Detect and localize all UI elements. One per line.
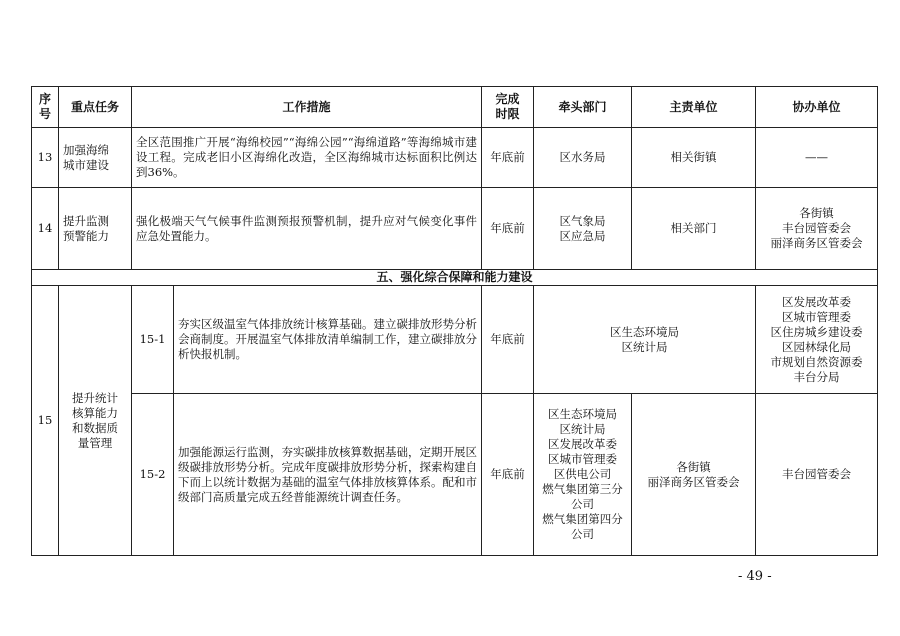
section-title: 五、强化综合保障和能力建设 bbox=[32, 270, 878, 286]
row-task: 提升监测 预警能力 bbox=[59, 188, 132, 270]
header-deadline: 完成 时限 bbox=[482, 87, 534, 128]
table-row bbox=[32, 128, 878, 188]
row-no: 15 bbox=[32, 286, 59, 556]
row-deadline: 年底前 bbox=[482, 128, 534, 188]
row-deadline: 年底前 bbox=[482, 394, 534, 556]
table-row bbox=[32, 188, 878, 270]
row-responsible: 相关街镇 bbox=[632, 128, 756, 188]
row-measure: 强化极端天气气候事件监测预报预警机制，提升应对气候变化事件应急处置能力。 bbox=[132, 188, 482, 270]
row-assist: 区发展改革委 区城市管理委 区住房城乡建设委 区园林绿化局 市规划自然资源委 丰台分局 bbox=[756, 286, 878, 394]
header-no: 序 号 bbox=[32, 87, 59, 128]
row-measure: 全区范围推广开展“海绵校园”“海绵公园”“海绵道路”等海绵城市建设工程。完成老旧小区海绵化改造，全区海绵城市达标面积比例达到36%。 bbox=[132, 128, 482, 188]
page-number: - 49 - bbox=[738, 569, 772, 584]
row-lead: 区气象局 区应急局 bbox=[534, 188, 632, 270]
table-row bbox=[32, 394, 878, 556]
row-task: 加强海绵 城市建设 bbox=[59, 128, 132, 188]
row-responsible: 各街镇 丽泽商务区管委会 bbox=[632, 394, 756, 556]
row-no: 14 bbox=[32, 188, 59, 270]
header-assist: 协办单位 bbox=[756, 87, 878, 128]
table-header-row bbox=[32, 87, 878, 128]
row-measure: 加强能源运行监测，夯实碳排放核算数据基础，定期开展区级碳排放形势分析。完成年度碳排放形势分析，探索构建自下而上以统计数据为基础的温室气体排放核算体系。配和市级部门高质量完成五经普能源统计调查任务。 bbox=[174, 394, 482, 556]
row-lead: 区水务局 bbox=[534, 128, 632, 188]
sub-code: 15-1 bbox=[132, 286, 174, 394]
row-lead-responsible: 区生态环境局 区统计局 bbox=[534, 286, 756, 394]
row-assist: 丰台园管委会 bbox=[756, 394, 878, 556]
task-table bbox=[31, 86, 878, 556]
row-task: 提升统计 核算能力 和数据质 量管理 bbox=[59, 286, 132, 556]
row-lead: 区生态环境局 区统计局 区发展改革委 区城市管理委 区供电公司 燃气集团第三分 公司 燃气集团第四分 公司 bbox=[534, 394, 632, 556]
row-no: 13 bbox=[32, 128, 59, 188]
section-row bbox=[32, 270, 878, 286]
row-deadline: 年底前 bbox=[482, 286, 534, 394]
row-deadline: 年底前 bbox=[482, 188, 534, 270]
header-task: 重点任务 bbox=[59, 87, 132, 128]
header-lead: 牵头部门 bbox=[534, 87, 632, 128]
table-row bbox=[32, 286, 878, 394]
row-responsible: 相关部门 bbox=[632, 188, 756, 270]
header-responsible: 主责单位 bbox=[632, 87, 756, 128]
header-measure: 工作措施 bbox=[132, 87, 482, 128]
sub-code: 15-2 bbox=[132, 394, 174, 556]
row-measure: 夯实区级温室气体排放统计核算基础。建立碳排放形势分析会商制度。开展温室气体排放清单编制工作，建立碳排放分析快报机制。 bbox=[174, 286, 482, 394]
row-assist: —— bbox=[756, 128, 878, 188]
row-assist: 各街镇 丰台园管委会 丽泽商务区管委会 bbox=[756, 188, 878, 270]
